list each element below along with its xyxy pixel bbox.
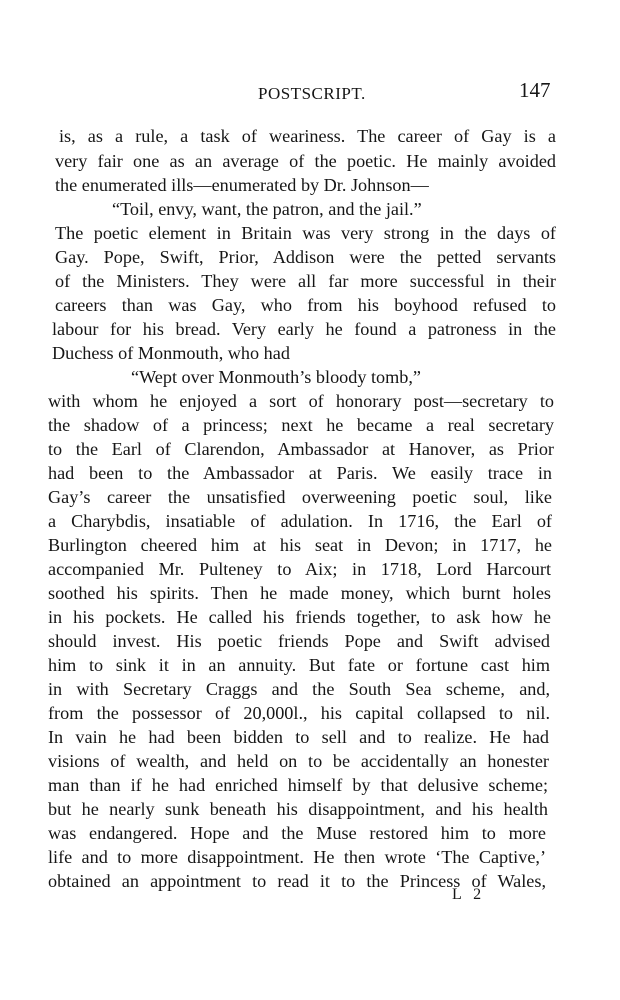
running-head [0,78,620,108]
text-line: soothed his spirits. Then he made money, which burnt holes [48,583,551,603]
text-line: with whom he enjoyed a sort of honorary post—secretary to [48,391,554,411]
text-line: was endangered. Hope and the Muse restored him to more [48,823,546,843]
signature-mark: L 2 [452,886,486,903]
text-line: had been to the Ambassador at Paris. We easily trace in [48,463,552,483]
text-line: of the Ministers. They were all far more successful in their [55,271,556,291]
text-line: Burlington cheered him at his seat in Devon; in 1717, he [48,535,552,555]
text-line: should invest. His poetic friends Pope and Swift advised [48,631,550,651]
text-line: but he nearly sunk beneath his disappointment, and his health [48,799,548,819]
text-line: him to sink it in an annuity. But fate or fortune cast him [48,655,550,675]
text-line: obtained an appointment to read it to the Princess of Wales, [48,871,546,891]
text-line: very fair one as an average of the poetic. He mainly avoided [55,151,556,171]
quotation-line: “Toil, envy, want, the patron, and the jail.” [112,199,422,219]
text-line: Duchess of Monmouth, who had [52,343,290,363]
text-line: life and to more disappointment. He then wrote ‘The Captive,’ [48,847,546,867]
text-line: from the possessor of 20,000l., his capital collapsed to nil. [48,703,550,723]
page-number: 147 [519,78,551,102]
text-line: In vain he had been bidden to sell and to realize. He had [48,727,549,747]
text-line: a Charybdis, insatiable of adulation. In 1716, the Earl of [48,511,552,531]
running-title: POSTSCRIPT. [258,84,366,103]
text-line: careers than was Gay, who from his boyhood refused to [55,295,556,315]
text-line: to the Earl of Clarendon, Ambassador at Hanover, as Prior [48,439,554,459]
quotation-line: “Wept over Monmouth’s bloody tomb,” [131,367,422,387]
text-line: man than if he had enriched himself by that delusive scheme; [48,775,548,795]
text-line: accompanied Mr. Pulteney to Aix; in 1718, Lord Harcourt [48,559,551,579]
text-line: labour for his bread. Very early he found a patroness in the [52,319,556,339]
text-line: the shadow of a princess; next he became a real secretary [48,415,554,435]
text-line: visions of wealth, and held on to be accidentally an honester [48,751,549,771]
text-line: Gay’s career the unsatisfied overweening poetic soul, like [48,487,552,507]
text-line: in with Secretary Craggs and the South Sea scheme, and, [48,679,550,699]
text-line: the enumerated ills—enumerated by Dr. Johnson— [55,175,429,195]
text-line: in his pockets. He called his friends together, to ask how he [48,607,551,627]
text-line: Gay. Pope, Swift, Prior, Addison were the petted servants [55,247,556,267]
text-line: The poetic element in Britain was very strong in the days of [55,223,556,243]
text-line: is, as a rule, a task of weariness. The career of Gay is a [59,126,556,146]
